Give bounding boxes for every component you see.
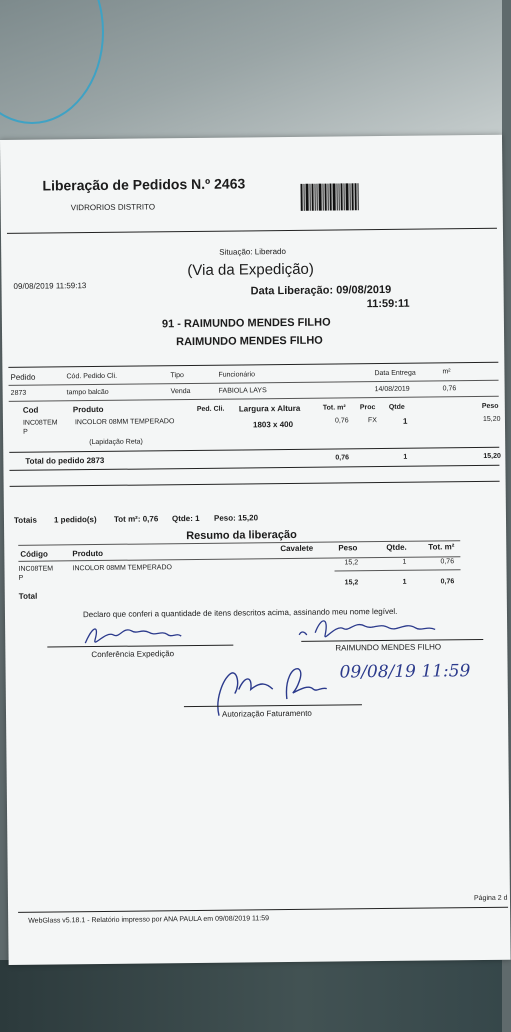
conferencia-label: Conferência Expedição [91,649,175,660]
col-data-entrega: Data Entrega [374,369,416,378]
document-title: Liberação de Pedidos N.º 2463 [42,175,246,194]
background-desk-bottom [0,960,502,1032]
resumo-codigo: INC08TEM [18,565,54,573]
item-tot-m2: 0,76 [334,417,349,425]
order-total-bottom-rule [9,465,499,471]
company-name: VIDRORIOS DISTRITO [70,202,156,213]
order-funcionario: FABIOLA LAYS [218,387,267,395]
order-m2: 0,76 [442,385,457,393]
resumo-title: Resumo da liberação [186,528,297,543]
col-cod-pedido-cli: Cód. Pedido Cli. [66,372,118,381]
item-cod: INC08TEM [22,419,58,427]
data-liberacao-time: 11:59:11 [366,297,410,311]
resumo-col-produto: Produto [72,548,104,559]
col-ped-cli: Ped. Cli. [196,405,225,413]
order-pedido: 2873 [10,389,27,397]
totals-m2: Tot m²: 0,76 [113,514,159,524]
col-funcionario: Funcionário [218,371,256,379]
resumo-total-peso: 15,2 [344,579,359,587]
order-header-rule [9,380,499,386]
order-top-rule [8,362,498,368]
order-total-label: Total do pedido 2873 [25,455,105,466]
item-produto: INCOLOR 08MM TEMPERADO [74,418,175,427]
col-cod: Cod [22,405,39,415]
footer-rule [18,907,508,913]
client-name: RAIMUNDO MENDES FILHO [176,334,323,349]
handwritten-datetime: 09/08/19 11:59 [339,661,471,683]
order-total-rule [9,447,499,453]
print-datetime: 09/08/2019 11:59:13 [13,281,87,291]
totals-pedidos: 1 pedido(s) [53,515,97,525]
totals-top-rule [10,481,500,487]
item-dimensions: 1803 x 400 [252,419,294,430]
order-data-entrega: 14/08/2019 [374,385,410,394]
col-tipo: Tipo [170,372,184,380]
order-total-peso: 15,20 [483,452,501,460]
via-expedicao: (Via da Expedição) [187,260,314,280]
document-page [0,135,511,965]
resumo-col-peso: Peso [338,543,358,553]
totals-qtde: Qtde: 1 [171,513,200,524]
client-signature-label: RAIMUNDO MENDES FILHO [335,642,442,653]
resumo-col-tot-m2: Tot. m² [428,542,455,552]
resumo-row-rule [335,569,461,571]
resumo-total-tot-m2: 0,76 [440,578,455,586]
resumo-codigo-suffix: P [18,574,24,582]
resumo-col-codigo: Código [20,549,48,559]
col-pedido: Pedido [10,372,36,382]
header-divider [7,228,497,234]
col-m2: m² [442,368,451,376]
item-cod-suffix: P [23,428,28,436]
order-total-qtde: 1 [403,453,408,461]
order-total-m2: 0,76 [335,454,350,462]
col-peso: Peso [481,402,499,410]
resumo-col-cavalete: Cavalete [280,543,314,554]
item-proc: FX [367,417,377,425]
resumo-col-qtde: Qtde. [386,542,407,552]
col-produto: Produto [72,404,104,415]
totals-label: Totais [13,515,37,525]
autorizacao-label: Autorização Faturamento [221,708,312,719]
resumo-qtde: 1 [402,558,407,566]
col-tot-m2: Tot. m² [322,404,346,412]
col-qtde: Qtde [388,403,405,411]
order-cod-pedido-cli: tampo balcão [66,388,109,397]
order-row-rule [9,396,499,402]
resumo-produto: INCOLOR 08MM TEMPERADO [72,564,172,573]
resumo-tot-m2: 0,76 [440,558,455,566]
resumo-total-label: Total [18,591,38,601]
declaration-text: Declaro que conferi a quantidade de itens descritos acima, assinando meu nome legível. [82,606,398,620]
item-peso: 15,20 [482,415,501,423]
client-name-code: 91 - RAIMUNDO MENDES FILHO [161,316,331,331]
barcode [300,183,359,211]
resumo-peso: 15,2 [344,559,359,567]
item-qtde: 1 [402,416,408,426]
col-proc: Proc [359,404,376,412]
situacao: Situação: Liberado [219,247,286,257]
col-largura-altura: Largura x Altura [238,403,301,414]
footer-left-text: WebGlass v5.18.1 - Relatório impresso por ANA PAULA em 09/08/2019 11:59 [28,915,270,925]
resumo-total-qtde: 1 [402,578,407,586]
data-liberacao: Data Liberação: 09/08/2019 [250,283,392,298]
order-tipo: Venda [170,388,191,396]
totals-peso: Peso: 15,20 [213,513,259,523]
footer-page-number: Página 2 d [473,894,508,903]
item-note: (Lapidação Reta) [89,438,143,447]
